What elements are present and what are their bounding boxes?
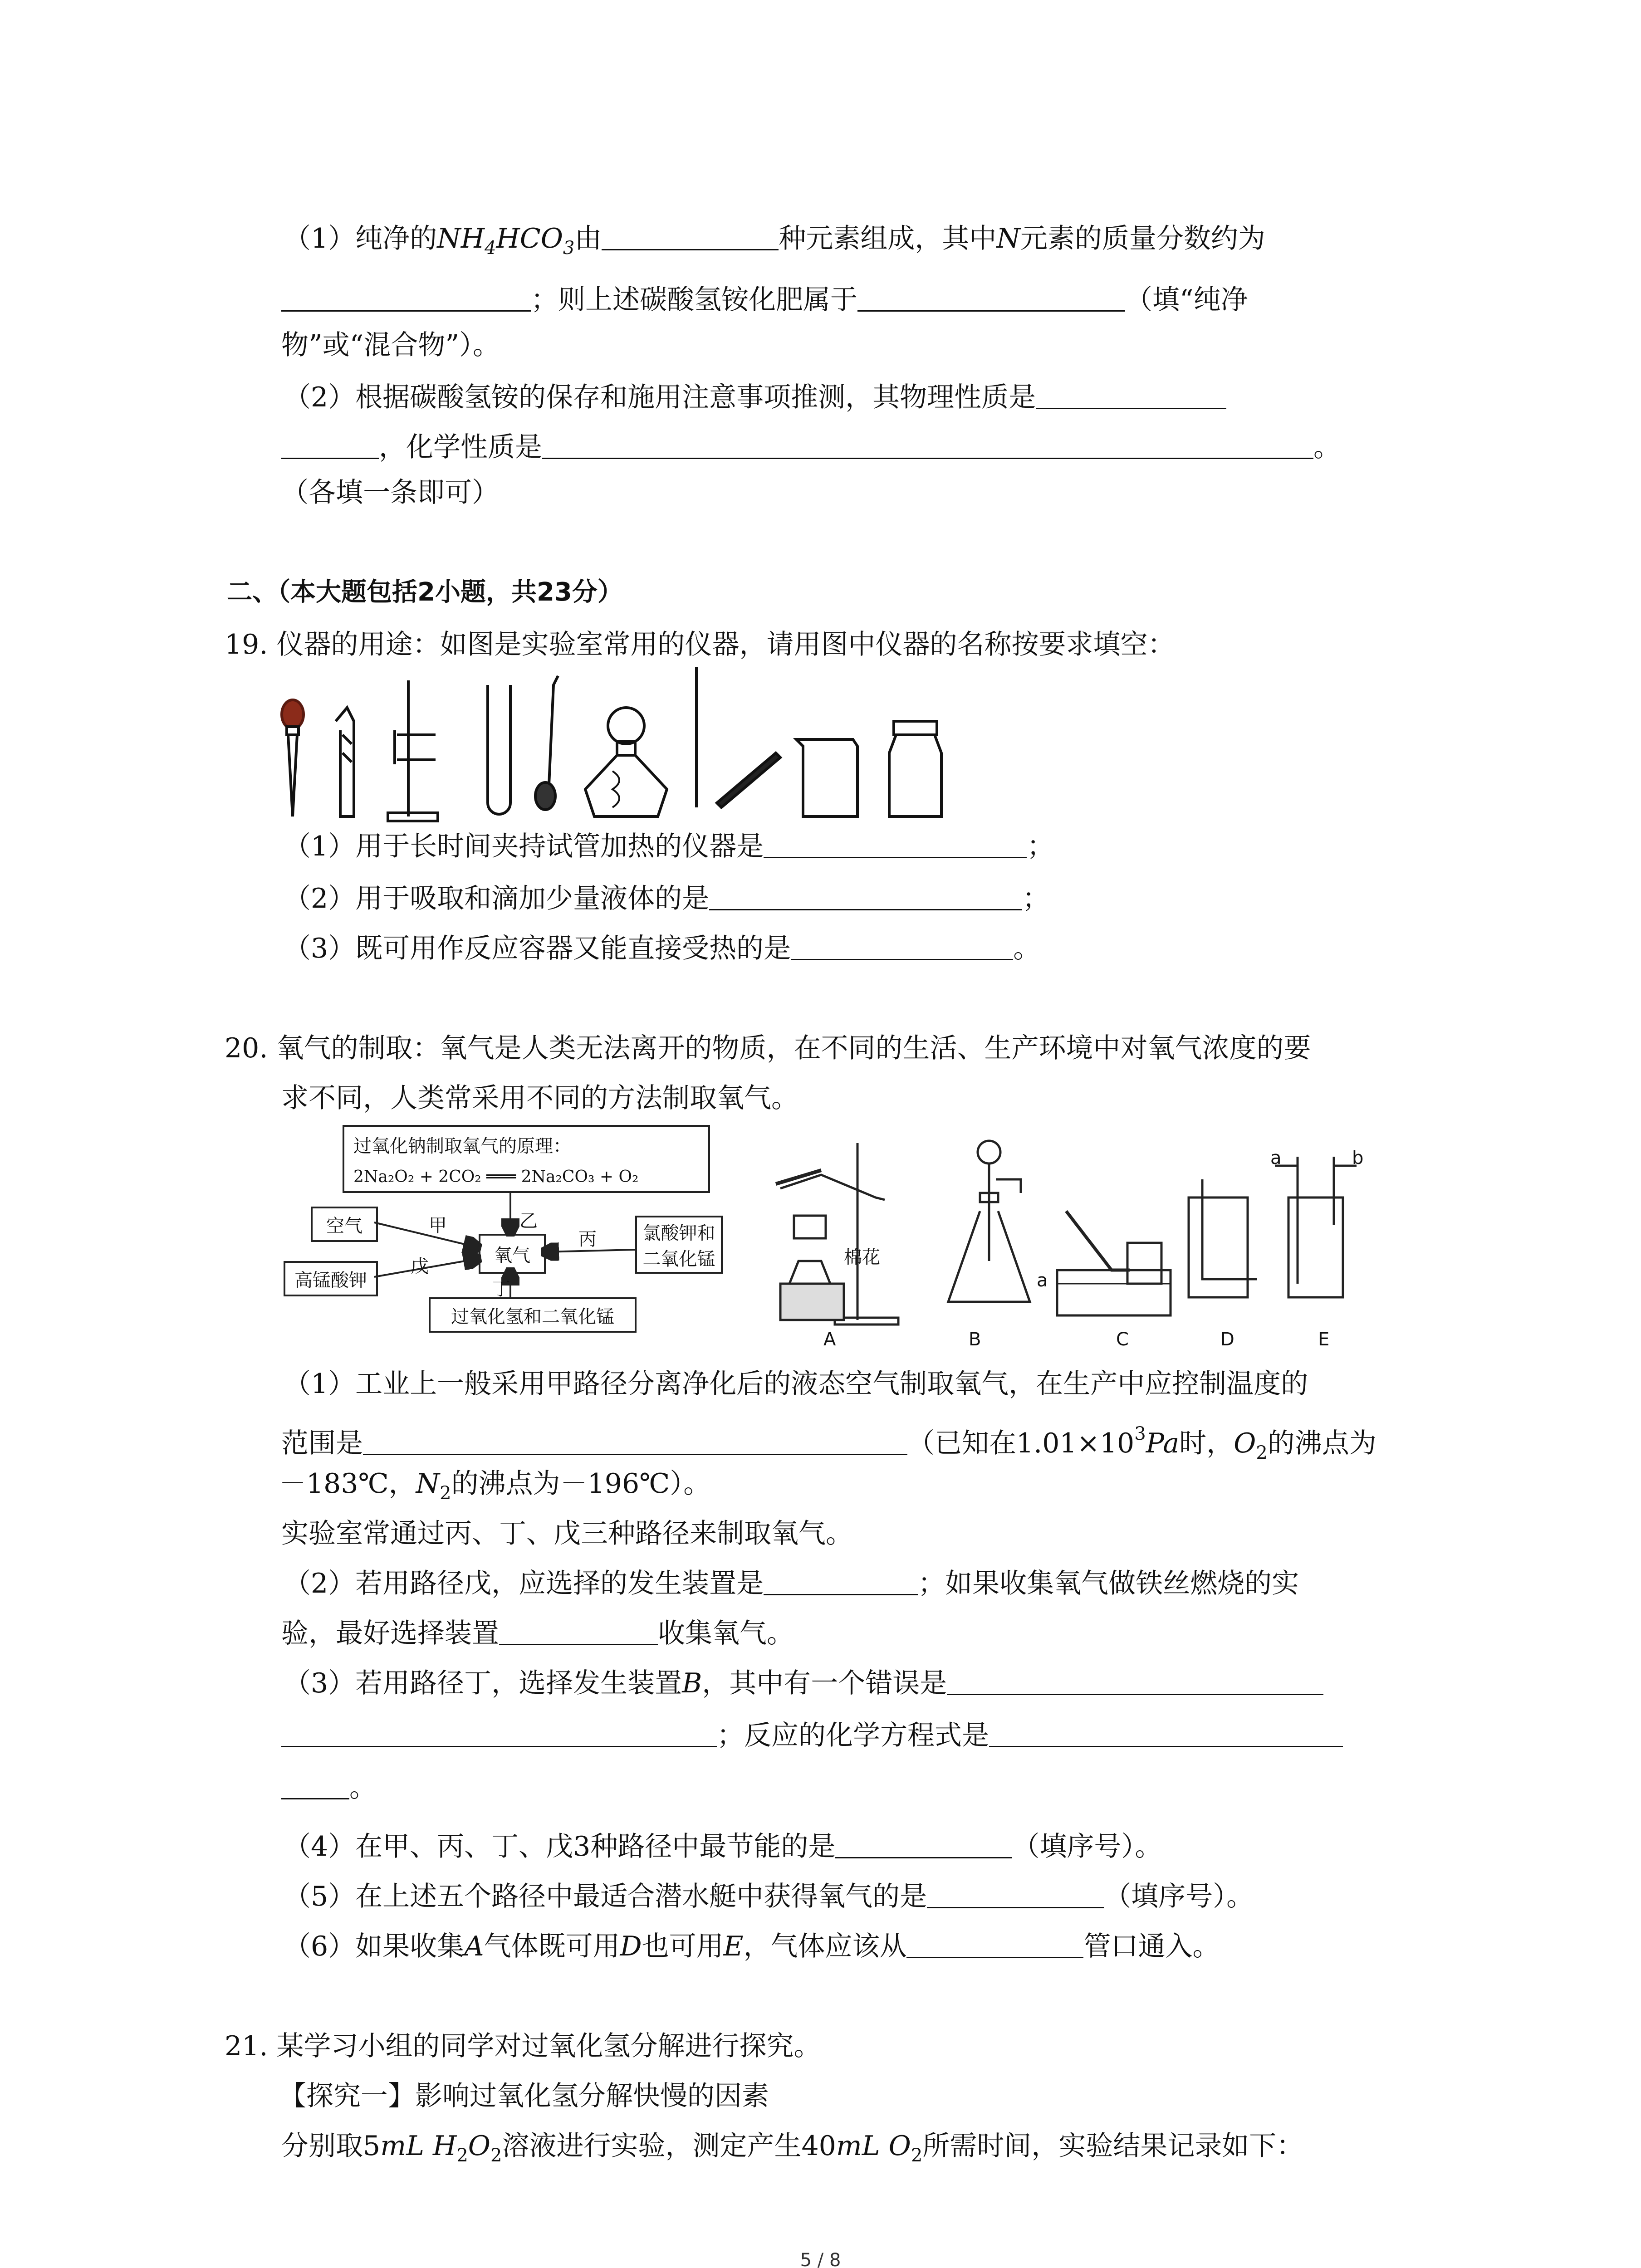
kclo3-box: 氯酸钾和 二氧化锰 bbox=[635, 1216, 723, 1274]
route-yi: 乙 bbox=[519, 1211, 538, 1232]
q20-sub4: （4）在甲、丙、丁、戊3种路径中最节能的是 （填序号）。 bbox=[284, 1831, 1162, 1862]
q20-sub2-line2: 验，最好选择装置 收集氧气。 bbox=[281, 1618, 794, 1649]
q19-stem: 19. 仪器的用途：如图是实验室常用的仪器，请用图中仪器的名称按要求填空： bbox=[225, 629, 1175, 660]
label-C: C bbox=[1116, 1329, 1129, 1350]
q20-stem-line2: 求不同，人类常采用不同的方法制取氧气。 bbox=[281, 1082, 798, 1114]
answer-blank[interactable] bbox=[281, 287, 531, 312]
q21-instruction: 分别取5mL $H_2O_2$溶液进行实验，测定产生40mL $O_2$所需时间，实验结果记录如下： bbox=[281, 2130, 1304, 2166]
q20-lab-note: 实验室常通过丙、丁、戊三种路径来制取氧气。 bbox=[281, 1518, 853, 1549]
answer-blank[interactable] bbox=[835, 1833, 1012, 1858]
principle-box: 过氧化钠制取氧气的原理： 2Na₂O₂ + 2CO₂ ═══ 2Na₂CO₃ + O₂ bbox=[343, 1125, 710, 1193]
kmno4-box: 高锰酸钾 bbox=[284, 1261, 378, 1296]
q20-sub1-line1: （1）工业上一般采用甲路径分离净化后的液态空气制取氧气，在生产中应控制温度的 bbox=[284, 1368, 1308, 1400]
label-a-e: a bbox=[1270, 1148, 1282, 1168]
route-jia: 甲 bbox=[429, 1215, 447, 1236]
answer-blank[interactable] bbox=[281, 434, 379, 459]
q18-part1-line3: 物”或“混合物”）。 bbox=[281, 329, 500, 361]
q20-sub5: （5）在上述五个路径中最适合潜水艇中获得氧气的是 （填序号）。 bbox=[284, 1881, 1254, 1912]
test-tube-icon bbox=[488, 685, 510, 814]
answer-blank[interactable] bbox=[927, 1883, 1104, 1908]
q19-sub1: （1）用于长时间夹持试管加热的仪器是 ； bbox=[284, 831, 1054, 862]
iron-stand-icon bbox=[388, 680, 438, 821]
answer-blank[interactable] bbox=[499, 1620, 658, 1645]
q20-stem-line1: 20. 氧气的制取：氧气是人类无法离开的物质，在不同的生活、生产环境中对氧气浓度的要 bbox=[225, 1032, 1311, 1064]
q20-sub3-line3: 。 bbox=[281, 1771, 377, 1804]
q20-sub2-line1: （2）若用路径戊，应选择的发生装置是 ；如果收集氧气做铁丝燃烧的实 bbox=[284, 1568, 1299, 1599]
q18-part1-line1: （1）纯净的$NH_4HCO_3$由 种元素组成，其中N元素的质量分数约为 bbox=[284, 223, 1265, 259]
label-b-e: b bbox=[1352, 1148, 1364, 1168]
apparatus-c bbox=[1057, 1211, 1171, 1315]
route-wu: 戊 bbox=[411, 1256, 429, 1277]
answer-blank[interactable] bbox=[602, 225, 779, 250]
test-tube-holder-icon bbox=[336, 708, 354, 816]
q20-sub1-line3: －183℃，$N_2$的沸点为－196℃）。 bbox=[279, 1468, 711, 1504]
apparatus-a bbox=[776, 1143, 898, 1325]
answer-blank[interactable] bbox=[857, 287, 1125, 312]
answer-blank[interactable] bbox=[363, 1430, 907, 1455]
wide-mouth-bottle-icon bbox=[889, 721, 941, 816]
answer-blank[interactable] bbox=[281, 1722, 717, 1747]
answer-blank[interactable] bbox=[764, 1570, 918, 1595]
answer-blank[interactable] bbox=[542, 434, 1313, 459]
tweezers-icon bbox=[717, 753, 780, 807]
q20-sub1-line2: 范围是 （已知在$1.01\times 10^3Pa$时，$O_2$的沸点为 bbox=[281, 1423, 1376, 1463]
answer-blank[interactable] bbox=[947, 1670, 1323, 1695]
section-title: 二、（本大题包括2小题，共23分） bbox=[227, 577, 623, 607]
q20-sub3-line2: ；反应的化学方程式是 bbox=[281, 1719, 1343, 1752]
route-ding: 丁 bbox=[492, 1279, 510, 1300]
answer-blank[interactable] bbox=[791, 935, 1013, 960]
label-D: D bbox=[1220, 1329, 1234, 1350]
q20-sub3-line1: （3）若用路径丁，选择发生装置B，其中有一个错误是 bbox=[284, 1667, 1323, 1700]
oxygen-route-diagram bbox=[279, 1125, 724, 1338]
q20-sub6: （6）如果收集A气体既可用D也可用E，气体应该从 管口通入。 bbox=[284, 1931, 1220, 1962]
label-A: A bbox=[823, 1329, 836, 1350]
air-box: 空气 bbox=[311, 1207, 378, 1242]
apparatus-d bbox=[1189, 1179, 1257, 1297]
combustion-spoon-icon bbox=[535, 676, 558, 810]
apparatus-figure bbox=[767, 1134, 1384, 1347]
beaker-icon bbox=[796, 739, 857, 816]
label-a-c: a bbox=[1037, 1270, 1048, 1291]
answer-blank[interactable] bbox=[281, 1774, 349, 1799]
q21-subheading: 【探究一】影响过氧化氢分解快慢的因素 bbox=[279, 2080, 769, 2112]
q18-part2-line1: （2）根据碳酸氢铵的保存和施用注意事项推测，其物理性质是 bbox=[284, 381, 1226, 414]
answer-blank[interactable] bbox=[906, 1933, 1083, 1958]
answer-blank[interactable] bbox=[709, 885, 1022, 910]
diagram-arrows bbox=[279, 1125, 724, 1338]
answer-blank[interactable] bbox=[1036, 384, 1226, 409]
apparatus-b bbox=[948, 1141, 1030, 1302]
q19-sub3: （3）既可用作反应容器又能直接受热的是 。 bbox=[284, 933, 1041, 964]
q21-stem: 21. 某学习小组的同学对过氧化氢分解进行探究。 bbox=[225, 2030, 821, 2062]
q18-note: （各填一条即可） bbox=[281, 477, 499, 508]
cotton-label: 棉花 bbox=[844, 1247, 880, 1268]
route-bing: 丙 bbox=[578, 1229, 597, 1250]
apparatus-e bbox=[1275, 1157, 1357, 1297]
answer-blank[interactable] bbox=[764, 833, 1027, 858]
formula-nh4hco3: $NH_4HCO_3$ bbox=[437, 223, 575, 259]
alcohol-lamp-icon bbox=[585, 708, 667, 816]
q19-instruments-figure bbox=[268, 667, 966, 826]
q18-part1-line2: ；则上述碳酸氢铵化肥属于 （填“纯净 bbox=[281, 284, 1248, 316]
label-E: E bbox=[1318, 1329, 1330, 1350]
dropper-icon bbox=[282, 700, 304, 816]
answer-blank[interactable] bbox=[989, 1722, 1343, 1747]
h2o2-box: 过氧化氢和二氧化锰 bbox=[429, 1297, 637, 1333]
q19-sub2: （2）用于吸取和滴加少量液体的是 ； bbox=[284, 883, 1050, 914]
q18-part2-line2: ，化学性质是 。 bbox=[281, 431, 1341, 464]
page-number: 5 / 8 bbox=[800, 2250, 841, 2268]
oxygen-box: 氧气 bbox=[479, 1234, 546, 1274]
label-B: B bbox=[969, 1329, 981, 1350]
